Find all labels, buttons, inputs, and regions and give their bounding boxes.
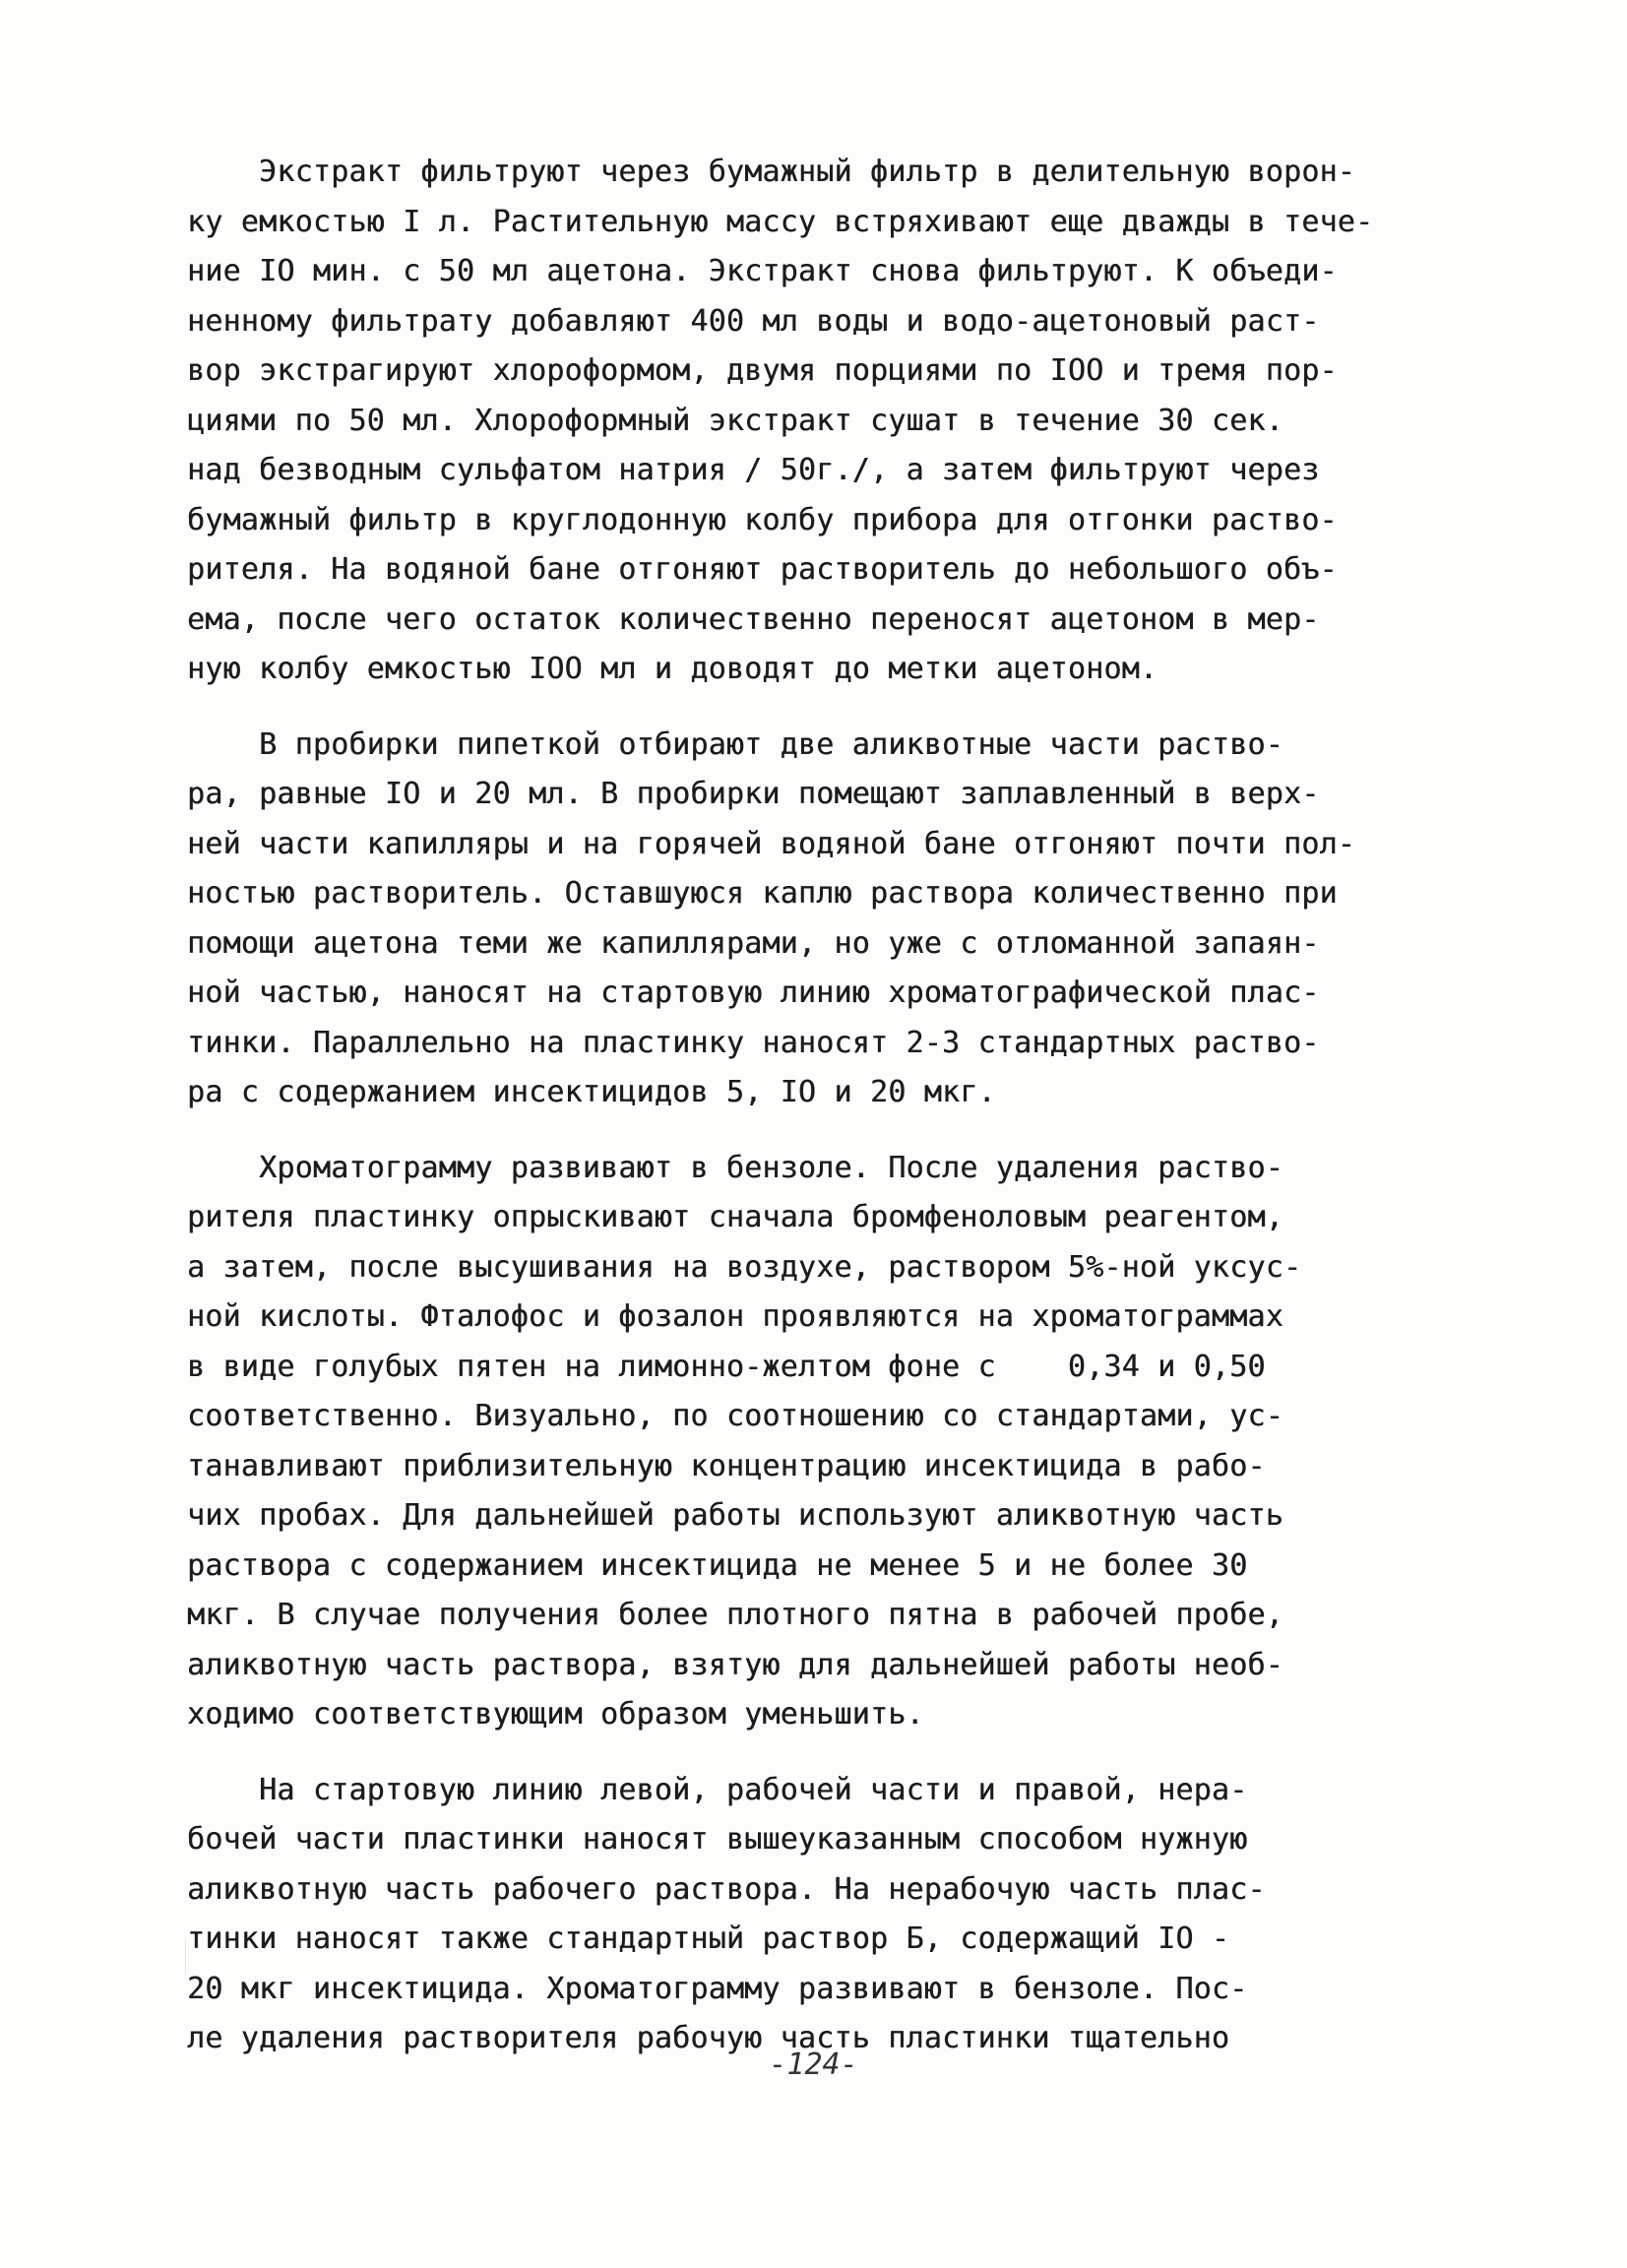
text-line: На стартовую линию левой, рабочей части и правой, нера- [187, 1772, 1248, 1807]
text-line: тинки наносят также стандартный раствор Б, содержащий IO - [187, 1922, 1230, 1956]
text-line: циями по 50 мл. Хлороформный экстракт сушат в течение 30 сек. [187, 403, 1283, 438]
text-line: ней части капилляры и на горячей водяной бане отгоняют почти пол- [187, 826, 1355, 861]
text-line: тинки. Параллельно на пластинку наносят 2-3 стандартных раство- [187, 1025, 1320, 1060]
text-line: вор экстрагируют хлороформом, двумя порциями по IOO и тремя пор- [187, 353, 1338, 388]
text-line: рителя. На водяной бане отгоняют растворитель до небольшого объ- [187, 552, 1338, 587]
text-line: ходимо соответствующим образом уменьшить. [187, 1697, 924, 1732]
text-line: над безводным сульфатом натрия / 50г./, а затем фильтруют через [187, 453, 1320, 487]
text-line: ема, после чего остаток количественно переносят ацетоном в мер- [187, 601, 1320, 637]
text-line: а затем, после высушивания на воздухе, раствором 5%-ной уксус- [187, 1249, 1302, 1285]
paragraph-2 [187, 721, 1457, 1118]
text-line: ной частью, наносят на стартовую линию хроматографической плас- [187, 976, 1320, 1010]
body-text [187, 148, 1457, 2090]
text-line: ностью растворитель. Оставшуюся каплю раствора количественно при [187, 876, 1338, 911]
text-line: чих пробах. Для дальнейшей работы используют аликвотную часть [187, 1498, 1283, 1533]
text-line: аликвотную часть раствора, взятую для дальнейшей работы необ- [187, 1647, 1283, 1682]
paragraph-3 [187, 1144, 1457, 1740]
text-line: в виде голубых пятен на лимонно-желтом фоне с 0,34 и 0,50 [187, 1349, 1266, 1384]
text-line: ра, равные IO и 20 мл. В пробирки помещают заплавленный в верх- [187, 777, 1320, 811]
text-line: Экстракт фильтруют через бумажный фильтр в делительную ворон- [187, 155, 1355, 189]
paragraph-1 [187, 148, 1457, 695]
text-line: ную колбу емкостью IOO мл и доводят до метки ацетоном. [187, 652, 1158, 686]
text-line: ле удаления растворителя рабочую часть пластинки тщательно [187, 2021, 1230, 2055]
page-number: -124- [769, 2048, 858, 2082]
paragraph-4 [187, 1766, 1457, 2064]
text-line: бумажный фильтр в круглодонную колбу прибора для отгонки раство- [187, 502, 1338, 537]
text-line: мкг. В случае получения более плотного пятна в рабочей пробе, [187, 1598, 1283, 1632]
text-line: Хроматограмму развивают в бензоле. После удаления раство- [187, 1150, 1283, 1185]
text-line: помощи ацетона теми же капиллярами, но уже с отломанной запаян- [187, 925, 1320, 961]
text-line: танавливают приблизительную концентрацию инсектицида в рабо- [187, 1448, 1266, 1483]
text-line: ние IO мин. с 50 мл ацетона. Экстракт снова фильтруют. К объеди- [187, 254, 1338, 288]
margin-mark [185, 1939, 186, 1975]
text-line: ку емкостью I л. Растительную массу встряхивают еще дважды в тече- [187, 204, 1374, 239]
text-line: В пробирки пипеткой отбирают две аликвотные части раство- [187, 726, 1283, 762]
text-line: ра с содержанием инсектицидов 5, IO и 20 мкг. [187, 1075, 996, 1109]
text-line: раствора с содержанием инсектицида не менее 5 и не более 30 [187, 1547, 1248, 1583]
text-line: ной кислоты. Фталофос и фозалон проявляются на хроматограммах [187, 1299, 1283, 1334]
text-line: рителя пластинку опрыскивают сначала бромфеноловым реагентом, [187, 1200, 1283, 1234]
text-line: соответственно. Визуально, по соотношению со стандартами, ус- [187, 1399, 1283, 1433]
text-line: ненному фильтрату добавляют 400 мл воды и водо-ацетоновый раст- [187, 303, 1320, 339]
text-line: 20 мкг инсектицида. Хроматограмму развивают в бензоле. Пос- [187, 1971, 1248, 2006]
text-line: аликвотную часть рабочего раствора. На нерабочую часть плас- [187, 1871, 1266, 1907]
text-line: бочей части пластинки наносят вышеуказанным способом нужную [187, 1822, 1248, 1857]
